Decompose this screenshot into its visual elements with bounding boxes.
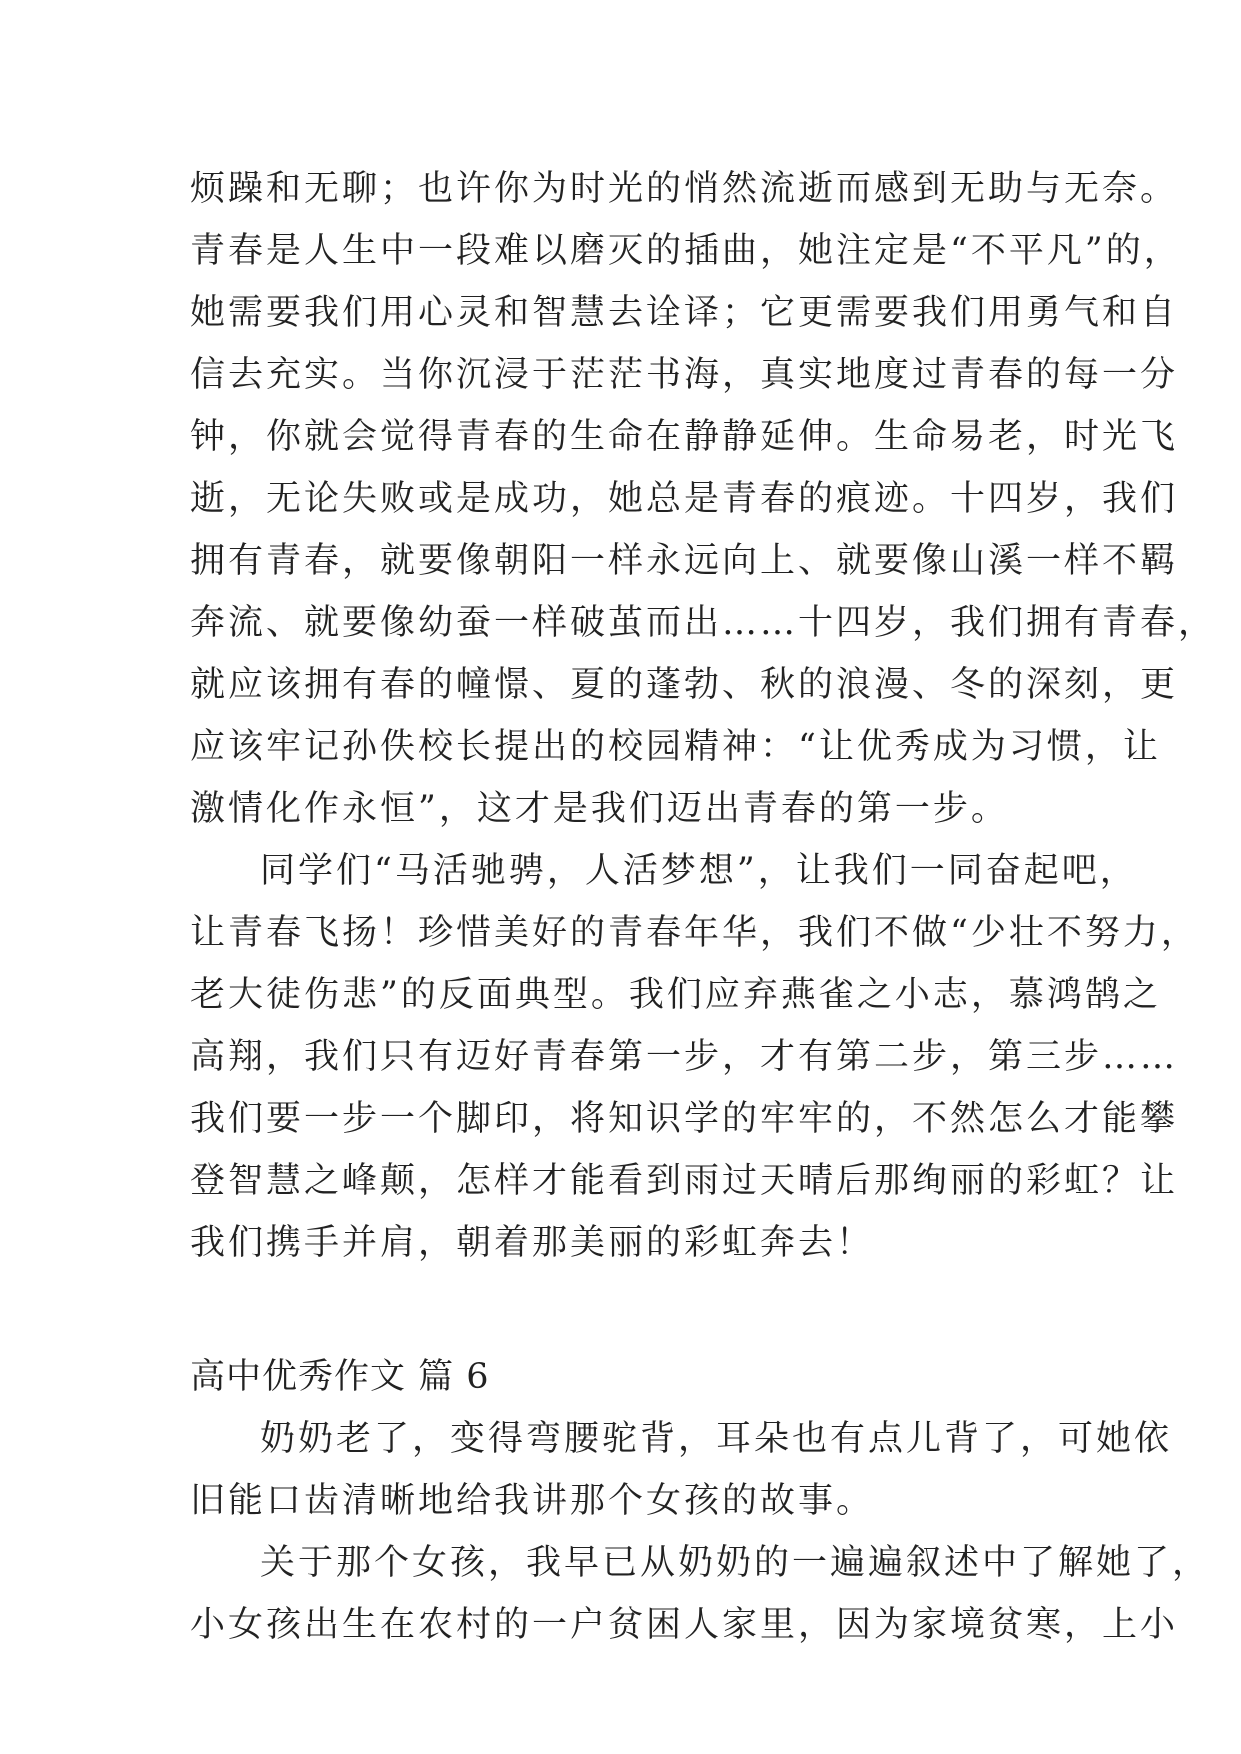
text-line: 钟，你就会觉得青春的生命在静静延伸。生命易老，时光飞 <box>190 417 1179 457</box>
text-line: 小女孩出生在农村的一户贫困人家里，因为家境贫寒，上小 <box>190 1605 1179 1645</box>
text-line: 关于那个女孩，我早已从奶奶的一遍遍叙述中了解她了， <box>260 1543 1211 1583</box>
text-line: 我们携手并肩，朝着那美丽的彩虹奔去！ <box>190 1223 875 1263</box>
text-line: 同学们“马活驰骋，人活梦想”，让我们一同奋起吧， <box>260 851 1138 891</box>
text-line: 老大徒伤悲”的反面典型。我们应弃燕雀之小志，慕鸿鹄之 <box>190 975 1161 1015</box>
text-line: 应该牢记孙佚校长提出的校园精神：“让优秀成为习惯，让 <box>190 727 1161 767</box>
text-line: 奶奶老了，变得弯腰驼背，耳朵也有点儿背了，可她依 <box>260 1419 1173 1459</box>
document-body <box>190 158 1217 1656</box>
text-line: 让青春飞扬！珍惜美好的青春年华，我们不做“少壮不努力， <box>190 913 1199 953</box>
text-line: 烦躁和无聊；也许你为时光的悄然流逝而感到无助与无奈。 <box>190 169 1179 209</box>
text-line: 激情化作永恒”，这才是我们迈出青春的第一步。 <box>190 789 1009 829</box>
section-heading: 高中优秀作文 篇 6 <box>190 1357 490 1397</box>
text-line: 她需要我们用心灵和智慧去诠译；它更需要我们用勇气和自 <box>190 293 1179 333</box>
text-line: 登智慧之峰颠，怎样才能看到雨过天晴后那绚丽的彩虹？让 <box>190 1161 1179 1201</box>
text-line: 拥有青春，就要像朝阳一样永远向上、就要像山溪一样不羁 <box>190 541 1179 581</box>
text-line: 信去充实。当你沉浸于茫茫书海，真实地度过青春的每一分 <box>190 355 1179 395</box>
text-line: 青春是人生中一段难以磨灭的插曲，她注定是“不平凡”的， <box>190 231 1182 271</box>
text-line: 逝，无论失败或是成功，她总是青春的痕迹。十四岁，我们 <box>190 479 1179 519</box>
text-line: 旧能口齿清晰地给我讲那个女孩的故事。 <box>190 1481 875 1521</box>
text-line: 就应该拥有春的幢憬、夏的蓬勃、秋的浪漫、冬的深刻，更 <box>190 665 1179 705</box>
paragraph-3 <box>190 1408 1173 1532</box>
text-line: 我们要一步一个脚印，将知识学的牢牢的，不然怎么才能攀 <box>190 1099 1179 1139</box>
text-line: 高翔，我们只有迈好青春第一步，才有第二步，第三步…… <box>190 1037 1179 1077</box>
paragraph-2 <box>190 840 1199 1274</box>
text-line: 奔流、就要像幼蚕一样破茧而出……十四岁，我们拥有青春， <box>190 603 1217 643</box>
paragraph-1 <box>190 158 1217 840</box>
paragraph-4 <box>190 1532 1211 1656</box>
